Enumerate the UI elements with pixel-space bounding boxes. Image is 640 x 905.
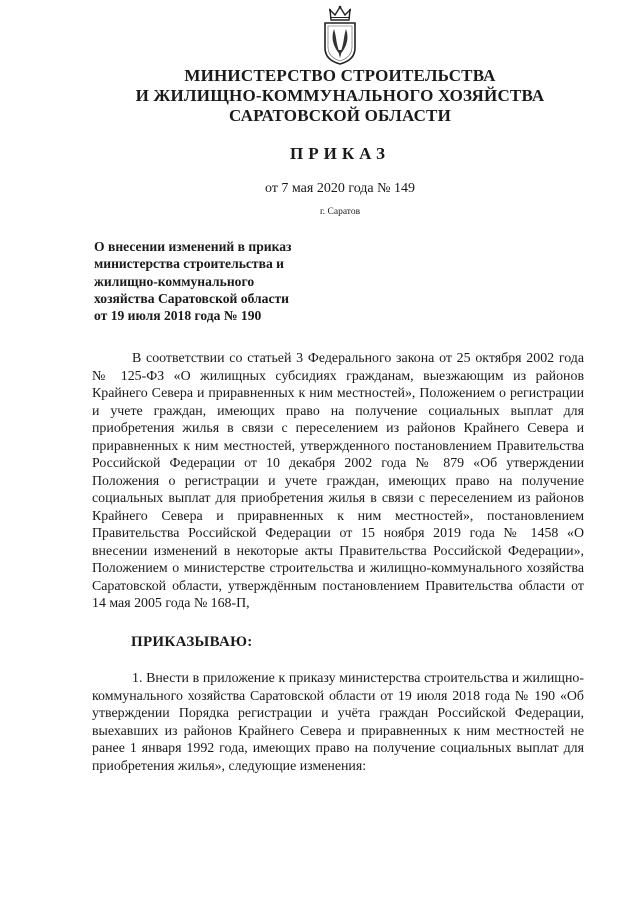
order-item-1: 1. Внести в приложение к приказу министерства строительства и жилищно-коммунального хозяйства Саратовской области от 19 июля 2018 года № 190 «Об утверждении Порядка регистрации и учёта граждан Российской Федерации, выехавших из районов Крайнего Севера и приравненных к ним местностей не ранее 1 января 1992 года, имеющих право на получение социальных выплат для приобретения жилья», следующие изменения: (92, 671, 584, 774)
preamble-paragraph: В соответствии со статьей 3 Федерального закона от 25 октября 2002 года № 125-ФЗ «О жилищных субсидиях гражданам, выезжающим из районов Крайнего Севера и приравненных к ним местностей», Положением о регистрации и учете граждан, имеющих право на получение социальных выплат для приобретения жилья в связи с переселением из районов Крайнего Севера и приравненных к ним местностей, утвержденного постановлением Правительства Российской Федерации от 10 декабря 2002 года № 879 «Об утверждении Положения о регистрации и учете граждан, имеющих право на получение социальных выплат для приобретения жилья в связи с переселением из районов Крайнего Севера и приравненных к ним местностей», постановлением Правительства Российской Федерации от 15 ноября 2019 года № 1458 «О внесении изменений в некоторые акты Правительства Российской Федерации», Положением о министерстве строительства и жилищно-коммунального хозяйства Саратовской области, утверждённым постановлением Правительства области от 14 мая 2005 года № 168-П, (92, 351, 584, 611)
subject-line: О внесении изменений в приказ (94, 239, 292, 254)
order-items (92, 670, 584, 775)
subject-line: от 19 июля 2018 года № 190 (94, 308, 262, 324)
subject-line: министерства строительства и (94, 256, 284, 272)
ministry-name-line: И ЖИЛИЩНО-КОММУНАЛЬНОГО ХОЗЯЙСТВА (135, 86, 545, 105)
document-type: ПРИКАЗ (290, 144, 390, 163)
subject-line: жилищно-коммунального (94, 273, 255, 289)
ministry-name-line: МИНИСТЕРСТВО СТРОИТЕЛЬСТВА (184, 66, 496, 85)
decree-heading: ПРИКАЗЫВАЮ: (131, 634, 253, 650)
order-subject (94, 238, 334, 324)
city-name: г. Саратов (319, 207, 361, 217)
coat-of-arms-icon (318, 4, 362, 66)
ministry-name-line: САРАТОВСКОЙ ОБЛАСТИ (228, 106, 452, 125)
preamble-section (92, 350, 584, 613)
ministry-name (120, 66, 560, 126)
order-date-number: от 7 мая 2020 года № 149 (264, 181, 416, 196)
subject-line: хозяйства Саратовской области (94, 290, 289, 306)
